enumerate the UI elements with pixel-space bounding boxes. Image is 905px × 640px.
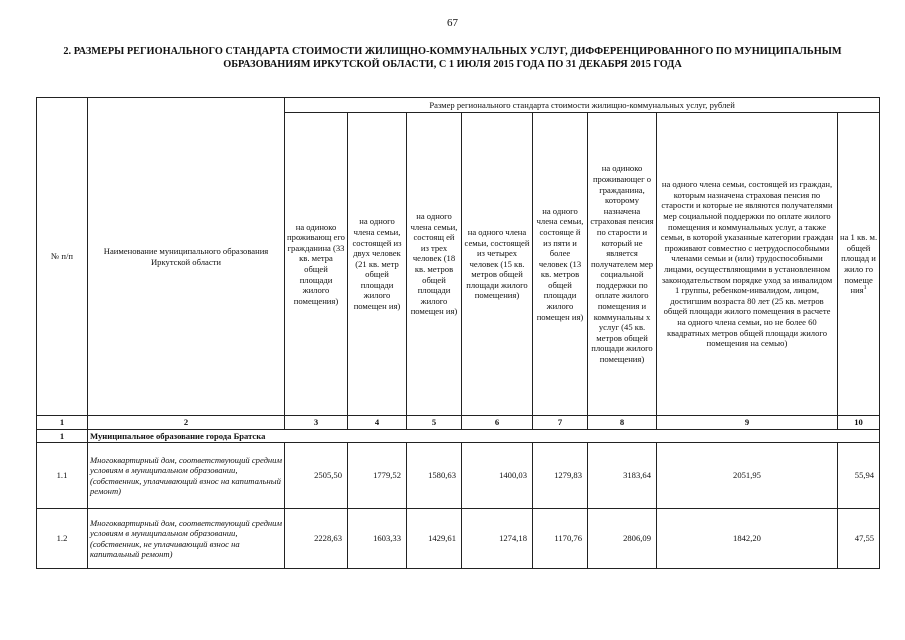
header-pp: № п/п: [37, 98, 88, 416]
value-cell: 1580,63: [407, 443, 462, 509]
colnum: 8: [588, 416, 657, 430]
table-row: [37, 443, 880, 509]
header-col-10: [838, 113, 880, 416]
colnum: 5: [407, 416, 462, 430]
value-cell: 47,55: [838, 509, 880, 569]
value-cell: 2051,95: [657, 443, 838, 509]
header-group: Размер регионального стандарта стоимости жилищно-коммунальных услуг, рублей: [285, 98, 880, 113]
section-num: 1: [37, 429, 88, 443]
value-cell: 55,94: [838, 443, 880, 509]
value-cell: 1170,76: [533, 509, 588, 569]
value-cell: 1274,18: [462, 509, 533, 569]
colnum: 7: [533, 416, 588, 430]
title-line-1: 2. РАЗМЕРЫ РЕГИОНАЛЬНОГО СТАНДАРТА СТОИМОСТИ ЖИЛИЩНО-КОММУНАЛЬНЫХ УСЛУГ, ДИФФЕРЕНЦИРОВАННОГО ПО МУНИЦИПАЛЬНЫМ: [63, 46, 842, 57]
value-cell: 2228,63: [285, 509, 348, 569]
value-cell: 1842,20: [657, 509, 838, 569]
table-row: [37, 509, 880, 569]
value-cell: 2505,50: [285, 443, 348, 509]
value-cell: 1603,33: [348, 509, 407, 569]
standard-cost-table: [36, 97, 880, 569]
row-num: 1.2: [37, 509, 88, 569]
value-cell: 1429,61: [407, 509, 462, 569]
value-cell: 1279,83: [533, 443, 588, 509]
row-name: Многоквартирный дом, соответствующий средним условиям в муниципальном образовании, (собственник, уплачивающий взнос на капитальный ремонт): [88, 443, 285, 509]
value-cell: 2806,09: [588, 509, 657, 569]
header-col-5: на одного члена семьи, состоящ ей из трех человек (18 кв. метров общей площади жилого помещен ия): [407, 113, 462, 416]
colnum: 4: [348, 416, 407, 430]
page-number: 67: [447, 17, 458, 29]
colnum: 1: [37, 416, 88, 430]
value-cell: 1400,03: [462, 443, 533, 509]
colnum: 2: [88, 416, 285, 430]
colnum: 6: [462, 416, 533, 430]
footnote-marker: 1: [863, 285, 867, 292]
colnum: 3: [285, 416, 348, 430]
colnum: 10: [838, 416, 880, 430]
row-num: 1.1: [37, 443, 88, 509]
header-municipality: Наименование муниципального образования Иркутской области: [88, 98, 285, 416]
header-col-7: на одного члена семьи, состояще й из пяти и более человек (13 кв. метров общей площади жилого помещен ия): [533, 113, 588, 416]
row-name: Многоквартирный дом, соответствующий средним условиям в муниципальном образовании, (собственник, не уплачивающий взнос на капитальный ремонт): [88, 509, 285, 569]
header-col-6: на одного члена семьи, состоящей из четырех человек (15 кв. метров общей площади жилого помещения): [462, 113, 533, 416]
header-col-9: на одного члена семьи, состоящей из граждан, которым назначена страховая пенсия по старости и которые не являются получателями мер социальной поддержки по оплате жилого помещения и коммунальных услуг, а также семьи, в которой указанные категории граждан проживают совместно с нетрудоспособными членами семьи и (или) трудоспособными лицами, осуществляющими в установленном законодательством порядке уход за инвалидом 1 группы, ребенком-инвалидом, лицом, достигшим возраста 80 лет (25 кв. метров общей площади жилого помещения в расчете на одного члена семьи, но не более 60 квадратных метров общей площади жилого помещения на семью): [657, 113, 838, 416]
header-col-4: на одного члена семьи, состоящей из двух человек (21 кв. метр общей площади жилого помещен ия): [348, 113, 407, 416]
value-cell: 1779,52: [348, 443, 407, 509]
header-col-8: на одиноко проживающег о гражданина, которому назначена страховая пенсия по старости и который не является получателем мер социальной поддержки по оплате жилого помещения и коммунальны х услуг (45 кв. метров общей площади жилого помещения): [588, 113, 657, 416]
value-cell: 3183,64: [588, 443, 657, 509]
section-name: Муниципальное образование города Братска: [88, 429, 880, 443]
header-col-3: на одиноко проживающ его гражданина (33 кв. метра общей площади жилого помещения): [285, 113, 348, 416]
header-col-10-text: на 1 кв. м. общей площад и жило го помеще ния: [840, 232, 878, 296]
colnum: 9: [657, 416, 838, 430]
document-title: [30, 45, 875, 71]
title-line-2: ОБРАЗОВАНИЯМ ИРКУТСКОЙ ОБЛАСТИ, С 1 ИЮЛЯ 2015 ГОДА ПО 31 ДЕКАБРЯ 2015 ГОДА: [223, 59, 682, 70]
